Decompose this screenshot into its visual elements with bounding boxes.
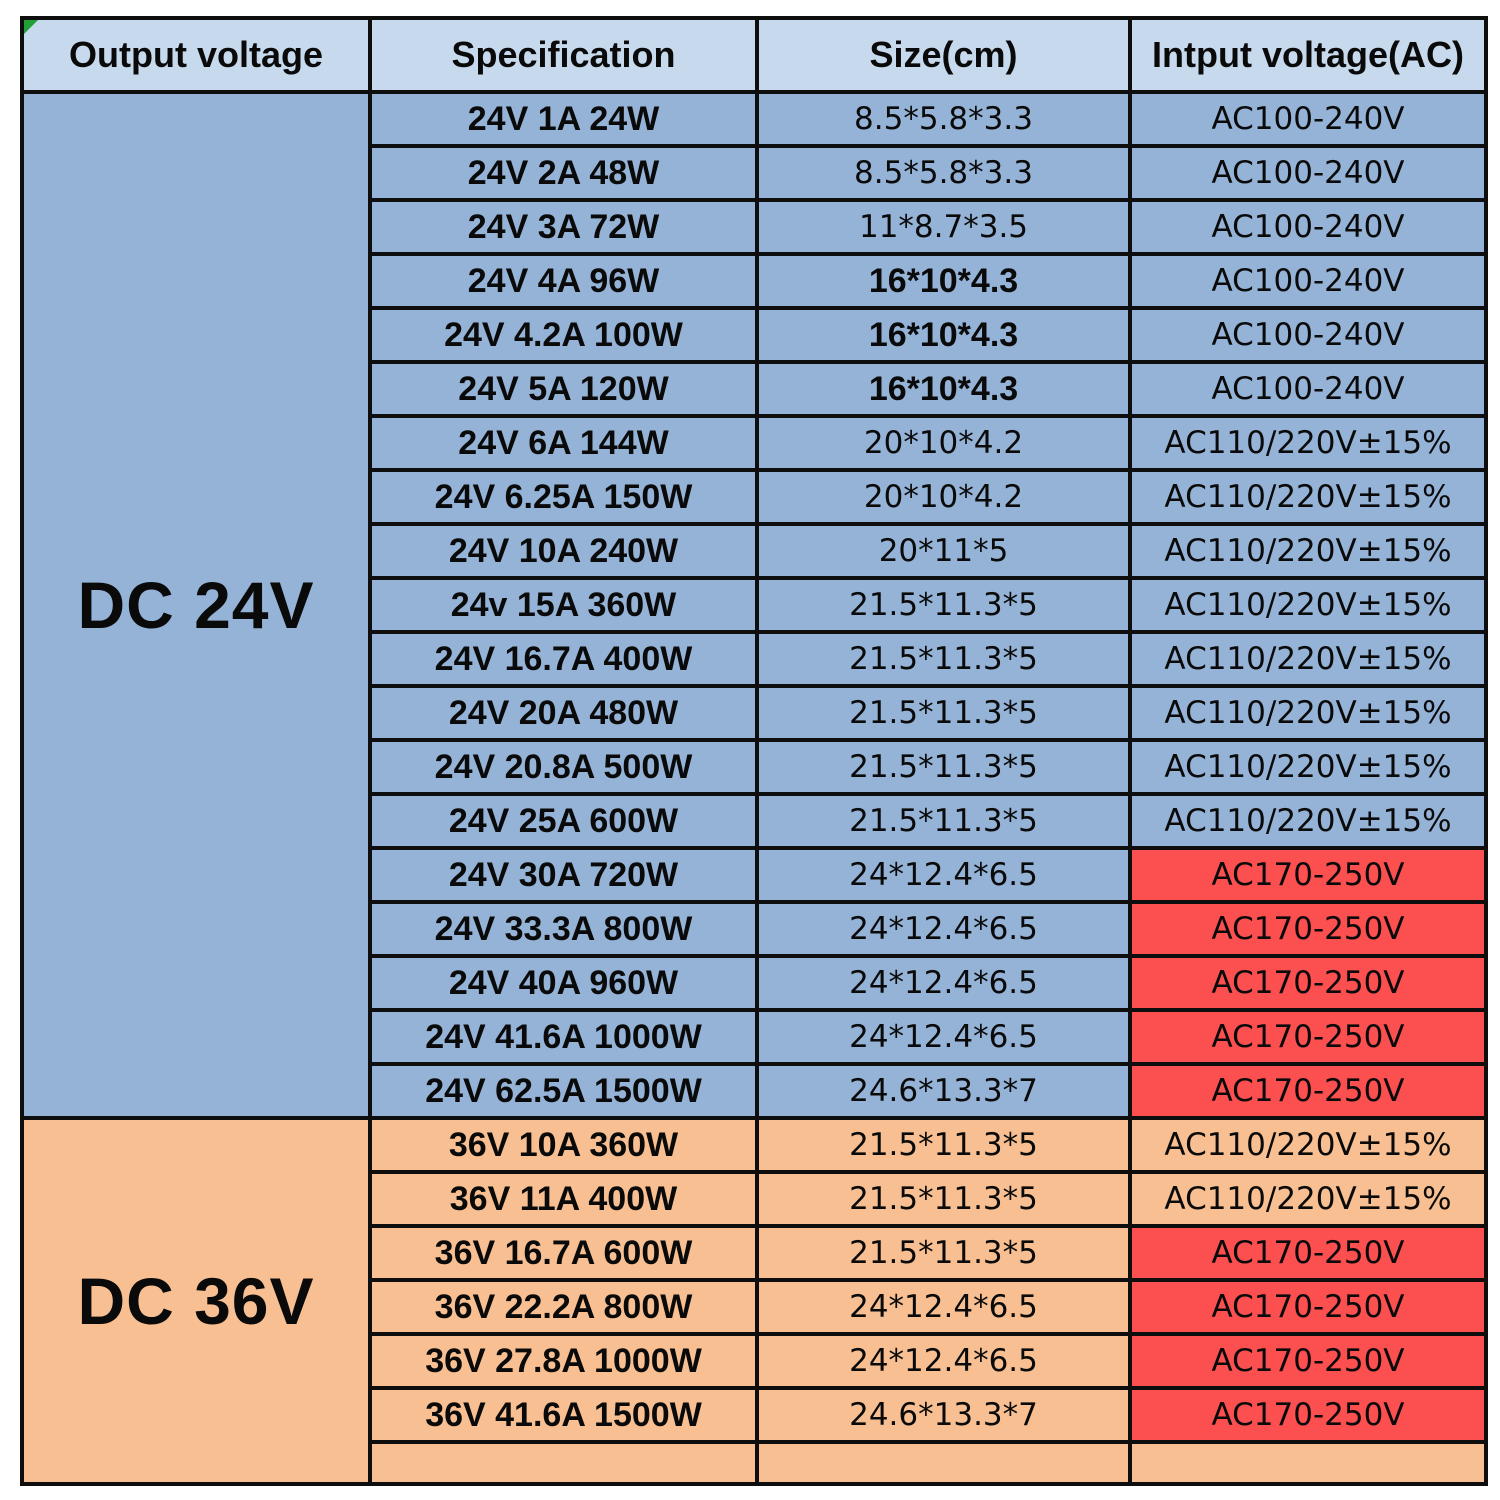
table-header <box>22 18 1486 92</box>
specification-cell: 24V 3A 72W <box>370 200 757 254</box>
specification-cell: 24V 25A 600W <box>370 794 757 848</box>
specification-cell: 24V 16.7A 400W <box>370 632 757 686</box>
size-cell: 24.6*13.3*7 <box>757 1064 1130 1118</box>
specification-cell: 24V 4.2A 100W <box>370 308 757 362</box>
size-cell: 21.5*11.3*5 <box>757 1172 1130 1226</box>
input-voltage-cell: AC170-250V <box>1130 1010 1486 1064</box>
size-cell: 16*10*4.3 <box>757 254 1130 308</box>
specification-cell: 24V 20.8A 500W <box>370 740 757 794</box>
size-cell: 20*10*4.2 <box>757 416 1130 470</box>
input-voltage-cell: AC170-250V <box>1130 1064 1486 1118</box>
input-voltage-cell: AC170-250V <box>1130 1226 1486 1280</box>
input-voltage-cell: AC170-250V <box>1130 956 1486 1010</box>
size-cell: 8.5*5.8*3.3 <box>757 146 1130 200</box>
size-cell: 20*10*4.2 <box>757 470 1130 524</box>
table-row <box>22 1118 1486 1172</box>
size-cell: 21.5*11.3*5 <box>757 578 1130 632</box>
specification-cell: 24V 10A 240W <box>370 524 757 578</box>
specification-cell: 36V 22.2A 800W <box>370 1280 757 1334</box>
size-cell: 11*8.7*3.5 <box>757 200 1130 254</box>
output-voltage-cell: DC 36V <box>22 1118 370 1484</box>
specification-cell: 24V 1A 24W <box>370 92 757 146</box>
input-voltage-cell: AC100-240V <box>1130 254 1486 308</box>
size-cell: 21.5*11.3*5 <box>757 1226 1130 1280</box>
input-voltage-cell: AC110/220V±15% <box>1130 470 1486 524</box>
specification-cell: 24V 40A 960W <box>370 956 757 1010</box>
size-cell: 21.5*11.3*5 <box>757 632 1130 686</box>
specification-cell: 24v 15A 360W <box>370 578 757 632</box>
input-voltage-cell: AC170-250V <box>1130 1388 1486 1442</box>
specification-cell: 24V 6.25A 150W <box>370 470 757 524</box>
table-body <box>22 92 1486 1484</box>
header-row <box>22 18 1486 92</box>
table-row <box>22 92 1486 146</box>
size-cell: 24*12.4*6.5 <box>757 1280 1130 1334</box>
specification-cell: 24V 33.3A 800W <box>370 902 757 956</box>
header-specification: Specification <box>370 18 757 92</box>
specification-cell: 24V 6A 144W <box>370 416 757 470</box>
header-output-voltage: Output voltage <box>22 18 370 92</box>
size-cell: 8.5*5.8*3.3 <box>757 92 1130 146</box>
size-cell: 21.5*11.3*5 <box>757 794 1130 848</box>
input-voltage-cell: AC110/220V±15% <box>1130 740 1486 794</box>
header-size: Size(cm) <box>757 18 1130 92</box>
size-cell: 24*12.4*6.5 <box>757 1010 1130 1064</box>
input-voltage-cell: AC110/220V±15% <box>1130 1172 1486 1226</box>
input-voltage-cell: AC110/220V±15% <box>1130 578 1486 632</box>
specification-cell: 24V 5A 120W <box>370 362 757 416</box>
empty-cell <box>1130 1442 1486 1484</box>
specification-cell: 24V 2A 48W <box>370 146 757 200</box>
input-voltage-cell: AC100-240V <box>1130 362 1486 416</box>
green-triangle-marker <box>24 20 38 34</box>
input-voltage-cell: AC110/220V±15% <box>1130 1118 1486 1172</box>
input-voltage-cell: AC170-250V <box>1130 848 1486 902</box>
specification-cell: 36V 27.8A 1000W <box>370 1334 757 1388</box>
input-voltage-cell: AC100-240V <box>1130 146 1486 200</box>
size-cell: 21.5*11.3*5 <box>757 740 1130 794</box>
input-voltage-cell: AC110/220V±15% <box>1130 632 1486 686</box>
header-input-voltage: Intput voltage(AC) <box>1130 18 1486 92</box>
specification-cell: 36V 10A 360W <box>370 1118 757 1172</box>
size-cell: 24*12.4*6.5 <box>757 902 1130 956</box>
size-cell: 21.5*11.3*5 <box>757 1118 1130 1172</box>
specification-cell: 24V 62.5A 1500W <box>370 1064 757 1118</box>
input-voltage-cell: AC170-250V <box>1130 1280 1486 1334</box>
input-voltage-cell: AC100-240V <box>1130 308 1486 362</box>
size-cell: 24*12.4*6.5 <box>757 956 1130 1010</box>
specification-cell: 36V 16.7A 600W <box>370 1226 757 1280</box>
specification-cell: 24V 20A 480W <box>370 686 757 740</box>
empty-cell <box>757 1442 1130 1484</box>
input-voltage-cell: AC110/220V±15% <box>1130 794 1486 848</box>
input-voltage-cell: AC110/220V±15% <box>1130 686 1486 740</box>
specification-cell: 24V 41.6A 1000W <box>370 1010 757 1064</box>
size-cell: 16*10*4.3 <box>757 362 1130 416</box>
power-supply-spec-table <box>20 16 1488 1486</box>
input-voltage-cell: AC110/220V±15% <box>1130 524 1486 578</box>
specification-cell: 24V 30A 720W <box>370 848 757 902</box>
size-cell: 24.6*13.3*7 <box>757 1388 1130 1442</box>
input-voltage-cell: AC100-240V <box>1130 92 1486 146</box>
input-voltage-cell: AC170-250V <box>1130 1334 1486 1388</box>
size-cell: 20*11*5 <box>757 524 1130 578</box>
output-voltage-cell: DC 24V <box>22 92 370 1118</box>
specification-cell: 24V 4A 96W <box>370 254 757 308</box>
size-cell: 24*12.4*6.5 <box>757 848 1130 902</box>
specification-cell: 36V 11A 400W <box>370 1172 757 1226</box>
size-cell: 16*10*4.3 <box>757 308 1130 362</box>
input-voltage-cell: AC110/220V±15% <box>1130 416 1486 470</box>
specification-cell: 36V 41.6A 1500W <box>370 1388 757 1442</box>
size-cell: 24*12.4*6.5 <box>757 1334 1130 1388</box>
input-voltage-cell: AC100-240V <box>1130 200 1486 254</box>
empty-cell <box>370 1442 757 1484</box>
input-voltage-cell: AC170-250V <box>1130 902 1486 956</box>
size-cell: 21.5*11.3*5 <box>757 686 1130 740</box>
